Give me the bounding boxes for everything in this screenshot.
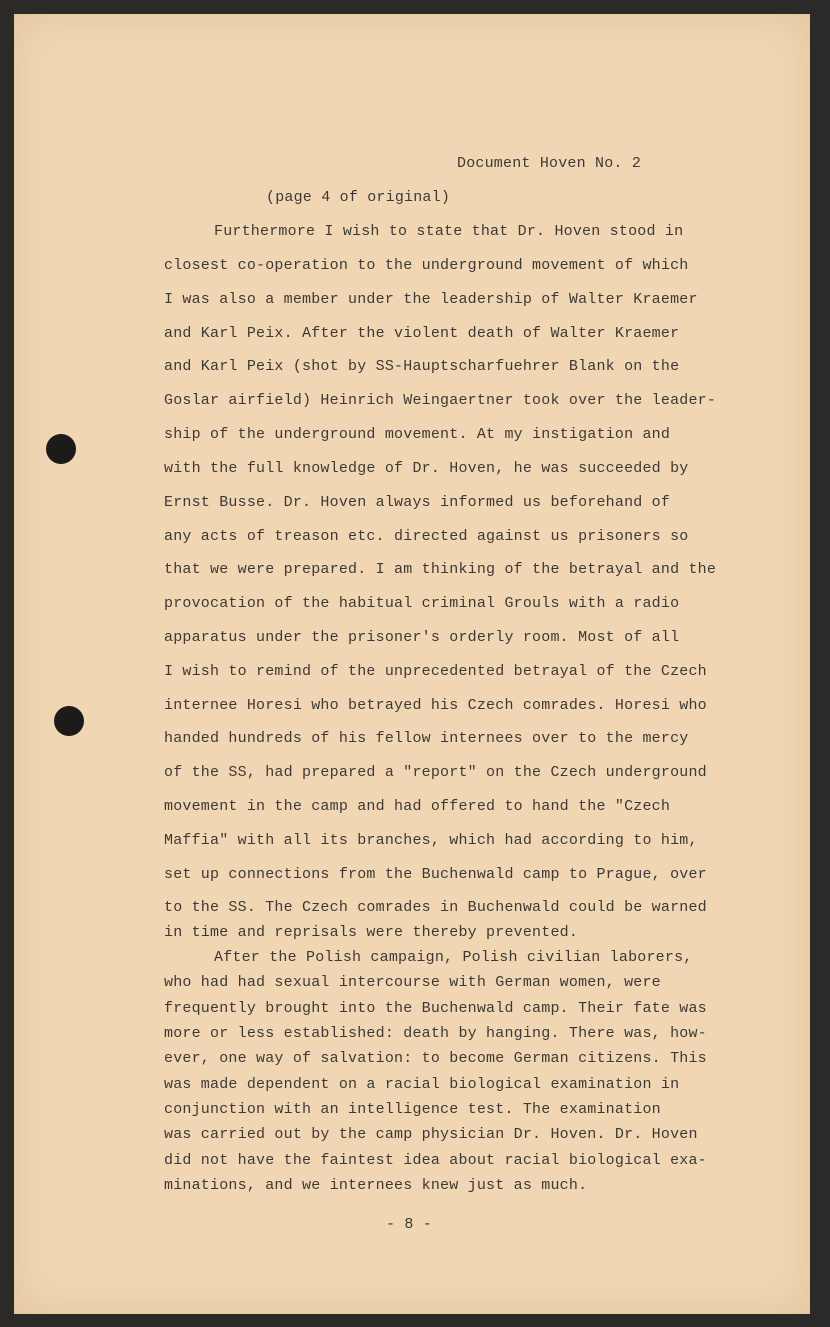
text-line: frequently brought into the Buchenwald camp. Their fate was — [164, 1000, 707, 1017]
document-reference: Document Hoven No. 2 — [457, 155, 642, 172]
text-line: I wish to remind of the unprecedented betrayal of the Czech — [164, 663, 707, 680]
original-page-reference: (page 4 of original) — [266, 189, 451, 206]
text-line: minations, and we internees knew just as much. — [164, 1177, 588, 1194]
text-line: After the Polish campaign, Polish civilian laborers, — [214, 949, 693, 966]
text-line: who had had sexual intercourse with German women, were — [164, 974, 661, 991]
text-line: closest co-operation to the underground movement of which — [164, 257, 689, 274]
text-line: Goslar airfield) Heinrich Weingaertner took over the leader- — [164, 392, 717, 409]
document-page — [14, 14, 810, 1314]
text-line: in time and reprisals were thereby prevented. — [164, 924, 579, 941]
text-line: and Karl Peix. After the violent death of Walter Kraemer — [164, 325, 680, 342]
text-line: I was also a member under the leadership of Walter Kraemer — [164, 291, 698, 308]
typed-text-area — [14, 14, 810, 1314]
text-line: provocation of the habitual criminal Grouls with a radio — [164, 595, 680, 612]
text-line: did not have the faintest idea about racial biological exa- — [164, 1152, 707, 1169]
text-line: more or less established: death by hanging. There was, how- — [164, 1025, 707, 1042]
text-line: ship of the underground movement. At my instigation and — [164, 426, 671, 443]
text-line: handed hundreds of his fellow internees over to the mercy — [164, 730, 689, 747]
text-line: of the SS, had prepared a "report" on the Czech underground — [164, 764, 707, 781]
text-line: Ernst Busse. Dr. Hoven always informed us beforehand of — [164, 494, 671, 511]
text-line: was carried out by the camp physician Dr. Hoven. Dr. Hoven — [164, 1126, 698, 1143]
text-line: with the full knowledge of Dr. Hoven, he was succeeded by — [164, 460, 689, 477]
text-line: and Karl Peix (shot by SS-Hauptscharfuehrer Blank on the — [164, 358, 680, 375]
text-line: conjunction with an intelligence test. The examination — [164, 1101, 661, 1118]
text-line: movement in the camp and had offered to hand the "Czech — [164, 798, 671, 815]
text-line: apparatus under the prisoner's orderly room. Most of all — [164, 629, 680, 646]
text-line: that we were prepared. I am thinking of the betrayal and the — [164, 561, 717, 578]
text-line: set up connections from the Buchenwald camp to Prague, over — [164, 866, 707, 883]
text-line: any acts of treason etc. directed against us prisoners so — [164, 528, 689, 545]
text-line: ever, one way of salvation: to become German citizens. This — [164, 1050, 707, 1067]
text-line: was made dependent on a racial biological examination in — [164, 1076, 680, 1093]
text-line: Furthermore I wish to state that Dr. Hoven stood in — [214, 223, 684, 240]
text-line: Maffia" with all its branches, which had according to him, — [164, 832, 698, 849]
text-line: internee Horesi who betrayed his Czech comrades. Horesi who — [164, 697, 707, 714]
page-number: - 8 - — [386, 1216, 433, 1233]
text-line: to the SS. The Czech comrades in Buchenwald could be warned — [164, 899, 707, 916]
